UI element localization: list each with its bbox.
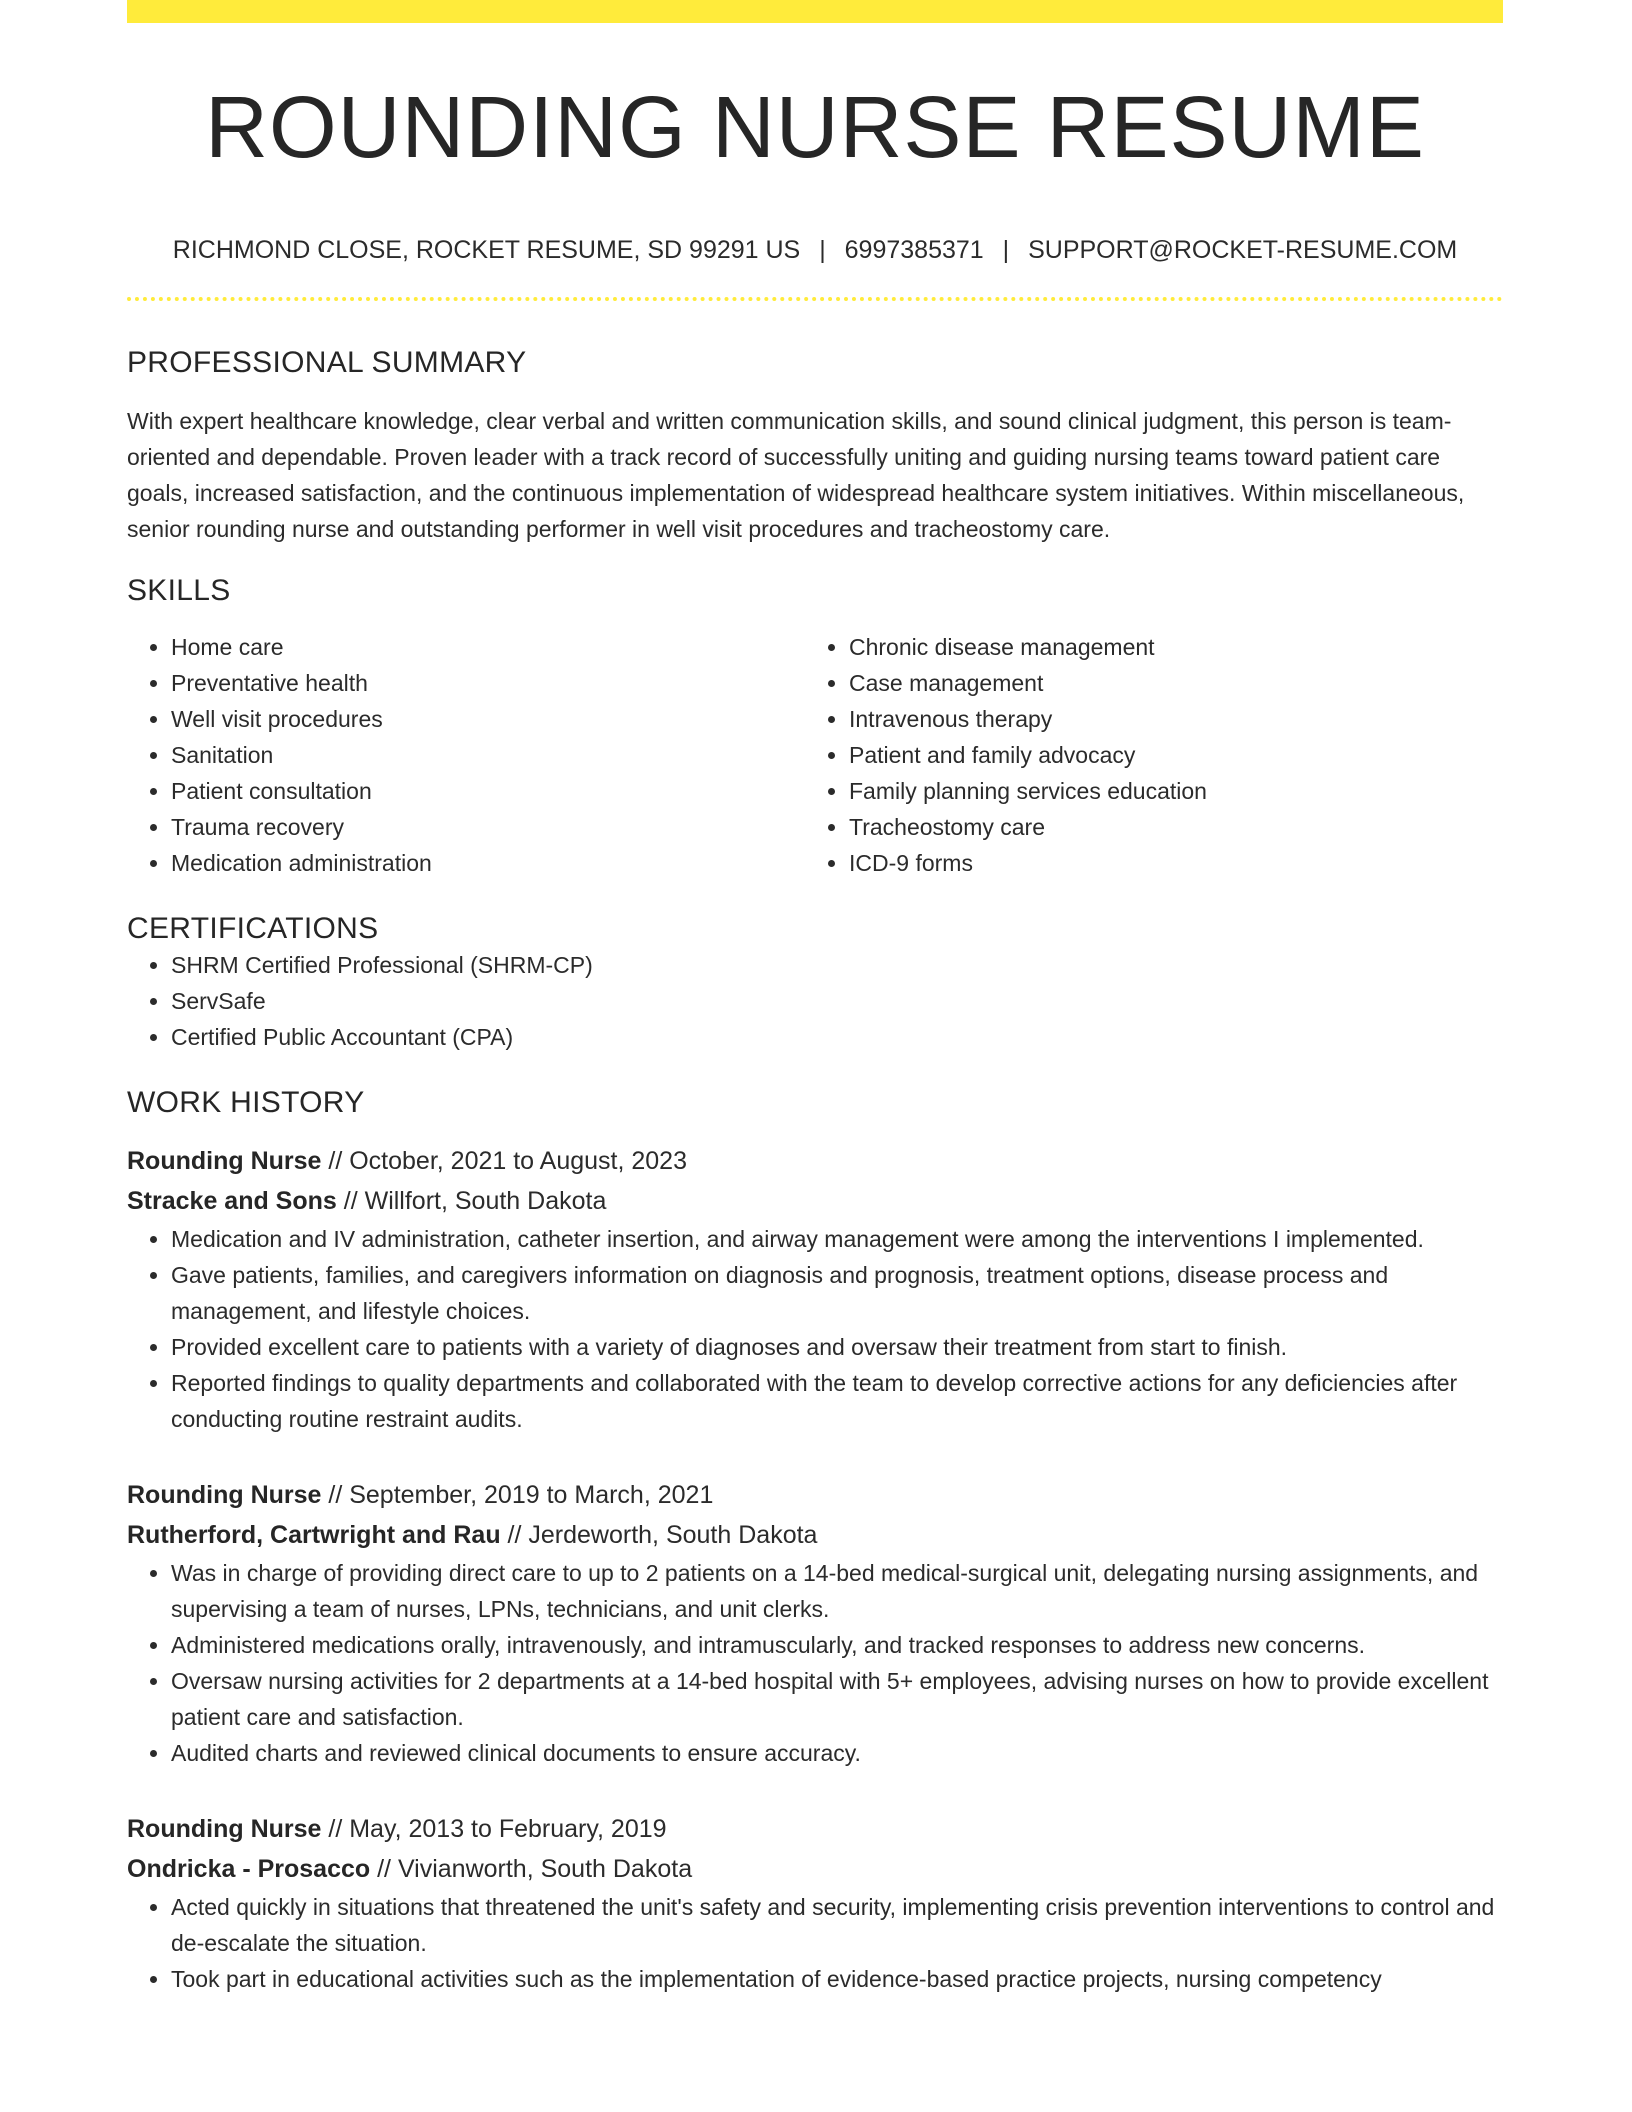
skill-item: • Chronic disease management (849, 629, 1483, 665)
skills-list-right (849, 629, 1483, 881)
job-entry (127, 1475, 1503, 1771)
skills-grid (127, 629, 1503, 881)
skills-column-right (805, 629, 1483, 881)
contact-email: SUPPORT@ROCKET-RESUME.COM (1028, 236, 1458, 264)
job-duty: • Oversaw nursing activities for 2 departments at a 14-bed hospital with 5+ employees, advising nurses on how to provide excellent patient care and satisfaction. (171, 1663, 1503, 1735)
job-company-line (127, 1515, 1503, 1555)
job-duty: • Provided excellent care to patients with a variety of diagnoses and oversaw their treatment from start to finish. (171, 1329, 1503, 1365)
job-duty: • Administered medications orally, intravenously, and intramuscularly, and tracked responses to address new concerns. (171, 1627, 1503, 1663)
skill-item: • Sanitation (171, 737, 805, 773)
job-company: Stracke and Sons (127, 1187, 337, 1215)
job-dates: // September, 2019 to March, 2021 (321, 1481, 714, 1509)
job-duties-list (127, 1889, 1503, 1997)
resume-title: ROUNDING NURSE RESUME (205, 79, 1425, 176)
job-duties-list (127, 1555, 1503, 1771)
job-duty: • Took part in educational activities such as the implementation of evidence-based practice projects, nursing competency (171, 1961, 1503, 1997)
contact-address: RICHMOND CLOSE, ROCKET RESUME, SD 99291 US (172, 236, 801, 264)
job-location: // Jerdeworth, South Dakota (500, 1521, 818, 1549)
job-title: Rounding Nurse (127, 1815, 322, 1843)
skill-item: • Medication administration (171, 845, 805, 881)
job-location: // Vivianworth, South Dakota (370, 1855, 693, 1883)
skill-item: • Patient consultation (171, 773, 805, 809)
job-company: Ondricka - Prosacco (127, 1855, 371, 1883)
skill-item: • Tracheostomy care (849, 809, 1483, 845)
job-title: Rounding Nurse (127, 1147, 322, 1175)
skill-item: • Case management (849, 665, 1483, 701)
summary-text: With expert healthcare knowledge, clear verbal and written communication skills, and sound clinical judgment, this person is team-oriented and dependable. Proven leader with a track record of successfully uniting and guiding nursing teams toward patient care goals, increased satisfaction, and the continuous implementation of widespread healthcare system initiatives. Within miscellaneous, senior rounding nurse and outstanding performer in well visit procedures and tracheostomy care. (127, 408, 1465, 542)
job-duty: • Gave patients, families, and caregivers information on diagnosis and prognosis, treatment options, disease process and management, and lifestyle choices. (171, 1257, 1503, 1329)
skills-heading: SKILLS (127, 574, 231, 607)
job-duty: • Acted quickly in situations that threatened the unit's safety and security, implementing crisis prevention interventions to control and de-escalate the situation. (171, 1889, 1503, 1961)
skill-item: • Preventative health (171, 665, 805, 701)
job-company-line (127, 1181, 1503, 1221)
skills-column-left (127, 629, 805, 881)
job-duty: • Reported findings to quality departments and collaborated with the team to develop corrective actions for any deficiencies after conducting routine restraint audits. (171, 1365, 1503, 1437)
skill-item: • Patient and family advocacy (849, 737, 1483, 773)
job-entry (127, 1141, 1503, 1437)
certifications-heading: CERTIFICATIONS (127, 912, 379, 945)
certification-item: • ServSafe (171, 983, 1503, 1019)
skills-list-left (171, 629, 805, 881)
job-dates: // May, 2013 to February, 2019 (321, 1815, 667, 1843)
job-location: // Willfort, South Dakota (336, 1187, 607, 1215)
skill-item: • Home care (171, 629, 805, 665)
job-duty: • Was in charge of providing direct care to up to 2 patients on a 14-bed medical-surgical unit, delegating nursing assignments, and supervising a team of nurses, LPNs, technicians, and unit clerks. (171, 1555, 1503, 1627)
contact-phone: 6997385371 (844, 236, 984, 264)
skill-item: • ICD-9 forms (849, 845, 1483, 881)
certifications-list (127, 947, 1503, 1055)
job-company-line (127, 1849, 1503, 1889)
job-entry (127, 1809, 1503, 1997)
skill-item: • Intravenous therapy (849, 701, 1483, 737)
contact-separator: | (1002, 236, 1010, 264)
job-title: Rounding Nurse (127, 1481, 322, 1509)
job-dates: // October, 2021 to August, 2023 (321, 1147, 687, 1175)
summary-heading: PROFESSIONAL SUMMARY (127, 346, 527, 379)
job-title-line (127, 1809, 1503, 1849)
header-divider (127, 297, 1503, 301)
job-duties-list (127, 1221, 1503, 1437)
skill-item: • Trauma recovery (171, 809, 805, 845)
certification-item: • Certified Public Accountant (CPA) (171, 1019, 1503, 1055)
skill-item: • Well visit procedures (171, 701, 805, 737)
certification-item: • SHRM Certified Professional (SHRM-CP) (171, 947, 1503, 983)
work-history-heading: WORK HISTORY (127, 1086, 365, 1119)
job-title-line (127, 1475, 1503, 1515)
job-duty: • Audited charts and reviewed clinical documents to ensure accuracy. (171, 1735, 1503, 1771)
contact-line (127, 234, 1503, 266)
resume-content (127, 0, 1503, 1997)
job-company: Rutherford, Cartwright and Rau (127, 1521, 501, 1549)
contact-separator: | (819, 236, 826, 264)
job-duty: • Medication and IV administration, catheter insertion, and airway management were among the interventions I implemented. (171, 1221, 1503, 1257)
job-title-line (127, 1141, 1503, 1181)
skill-item: • Family planning services education (849, 773, 1483, 809)
